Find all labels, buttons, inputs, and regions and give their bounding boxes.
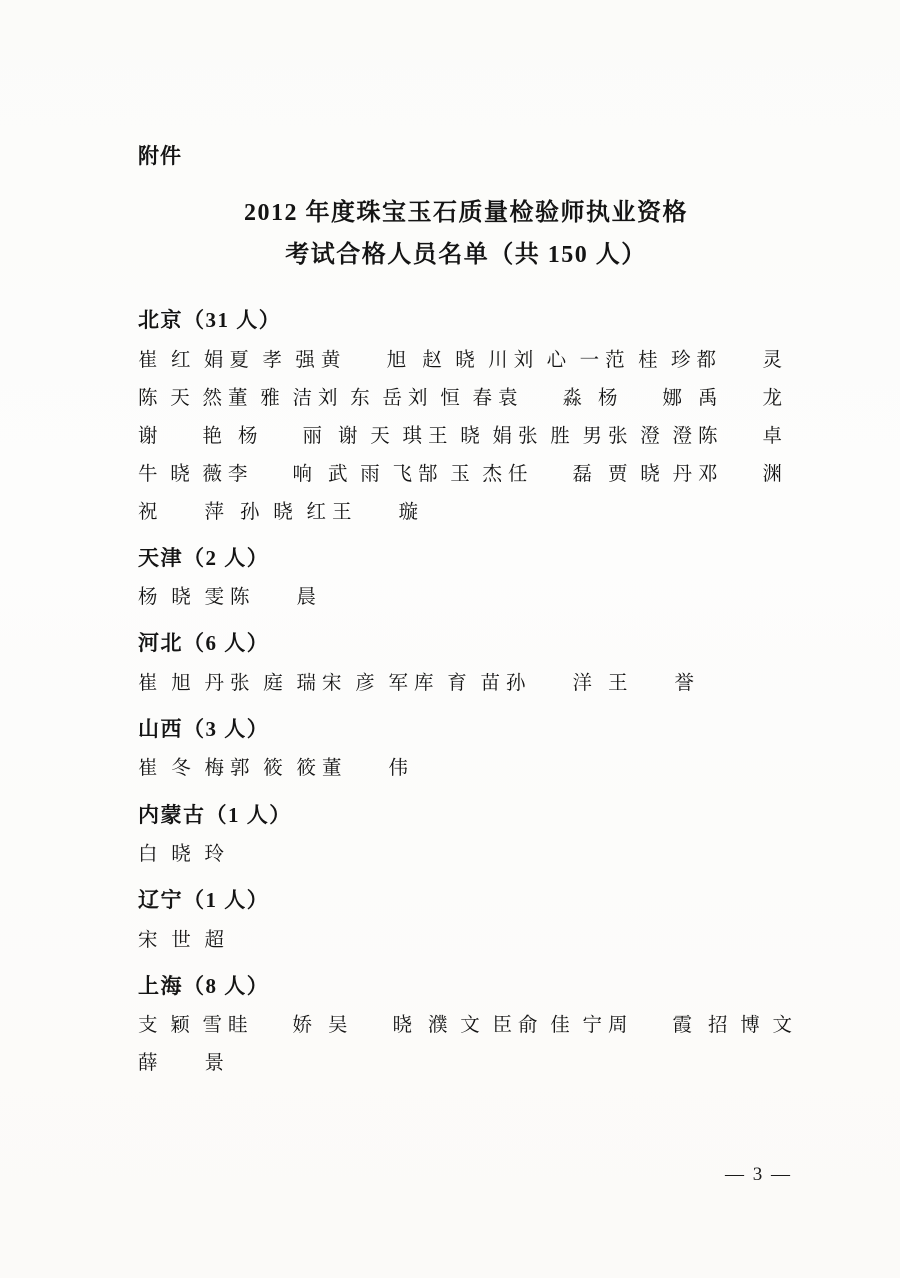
person-name: 吴 晓: [328, 1015, 412, 1037]
person-name: 白 晓 玲: [138, 844, 224, 866]
person-name: 孙 洋: [506, 672, 592, 694]
name-row: [138, 456, 798, 494]
person-name: 孙 晓 红: [240, 501, 326, 523]
province-section: [138, 627, 798, 703]
province-heading: 上海（8 人）: [138, 973, 270, 998]
person-name: 夏 孝 强: [229, 349, 315, 371]
person-name: 陈 晨: [230, 587, 316, 609]
person-name: 黄 旭: [320, 349, 407, 371]
province-heading: 辽宁（1 人）: [138, 888, 270, 913]
person-name: 宋 彦 军: [322, 672, 408, 694]
person-name: 谢 艳: [138, 425, 222, 447]
person-name: 武 雨 飞: [328, 463, 412, 485]
name-row: [138, 922, 798, 960]
person-name: 袁 淼: [498, 387, 582, 409]
person-name: 濮 文 臣: [428, 1015, 512, 1037]
province-section: [138, 304, 798, 532]
person-name: 张 庭 瑞: [230, 672, 316, 694]
person-name: 禹 龙: [698, 387, 782, 409]
person-name: 谢 天 琪: [338, 425, 422, 447]
name-row: [138, 579, 798, 617]
province-heading: 内蒙古（1 人）: [138, 802, 292, 827]
person-name: 支 颖 雪: [138, 1015, 222, 1037]
person-name: 库 育 苗: [414, 672, 500, 694]
pass-list: [138, 304, 798, 1083]
person-name: 宋 世 超: [138, 929, 224, 951]
person-name: 王 璇: [332, 501, 418, 523]
name-row: [138, 418, 798, 456]
person-name: 邓 渊: [698, 463, 782, 485]
person-name: 都 灵: [696, 349, 782, 371]
person-name: 牛 晓 薇: [138, 463, 222, 485]
name-row: [138, 1007, 798, 1045]
name-block: [138, 922, 798, 960]
person-name: 王 晓 娟: [428, 425, 512, 447]
province-heading: 天津（2 人）: [138, 545, 270, 570]
person-name: 薛 景: [138, 1053, 224, 1075]
person-name: 杨 丽: [238, 425, 322, 447]
name-row: [138, 1045, 798, 1083]
name-block: [138, 836, 798, 874]
person-name: 李 响: [228, 463, 312, 485]
province-heading: 山西（3 人）: [138, 716, 270, 741]
name-row: [138, 750, 798, 788]
document-content: [138, 140, 798, 1083]
name-block: [138, 750, 798, 788]
person-name: 张 澄 澄: [608, 425, 692, 447]
person-name: 范 桂 珍: [605, 349, 691, 371]
person-name: 张 胜 男: [518, 425, 602, 447]
name-row: [138, 380, 798, 418]
person-name: 杨 娜: [598, 387, 682, 409]
title-line-1: 2012 年度珠宝玉石质量检验师执业资格: [244, 200, 688, 226]
person-name: 俞 佳 宁: [518, 1015, 602, 1037]
person-name: 崔 冬 梅: [138, 758, 224, 780]
page-number: — 3 —: [725, 1164, 792, 1185]
person-name: 招 博 文: [708, 1015, 792, 1037]
name-block: [138, 1007, 798, 1083]
person-name: 陈 天 然: [138, 387, 222, 409]
name-row: [138, 665, 798, 703]
province-section: [138, 884, 798, 960]
person-name: 眭 娇: [228, 1015, 312, 1037]
province-heading: 河北（6 人）: [138, 631, 270, 656]
person-name: 贾 晓 丹: [608, 463, 692, 485]
attachment-label: 附件: [138, 144, 182, 168]
name-block: [138, 579, 798, 617]
name-row: [138, 836, 798, 874]
person-name: 祝 萍: [138, 501, 224, 523]
person-name: 刘 东 岳: [318, 387, 402, 409]
person-name: 任 磊: [508, 463, 592, 485]
person-name: 郜 玉 杰: [418, 463, 502, 485]
province-heading: 北京（31 人）: [138, 308, 282, 332]
person-name: 刘 心 一: [513, 349, 600, 371]
person-name: 周 霞: [608, 1015, 692, 1037]
document-title: [134, 192, 798, 276]
person-name: 郭 筱 筱: [230, 758, 316, 780]
person-name: 杨 晓 雯: [138, 587, 224, 609]
province-section: [138, 713, 798, 789]
person-name: 王 誉: [608, 672, 694, 694]
province-section: [138, 799, 798, 875]
name-block: [138, 665, 798, 703]
person-name: 崔 红 娟: [138, 349, 224, 371]
province-section: [138, 970, 798, 1084]
province-section: [138, 542, 798, 618]
name-block: [138, 342, 798, 532]
person-name: 陈 卓: [698, 425, 782, 447]
title-line-2: 考试合格人员名单（共 150 人）: [285, 242, 647, 268]
person-name: 崔 旭 丹: [138, 672, 224, 694]
person-name: 董 雅 洁: [228, 387, 312, 409]
person-name: 董 伟: [322, 758, 408, 780]
name-row: [138, 494, 798, 532]
person-name: 刘 恒 春: [408, 387, 492, 409]
name-row: [138, 342, 798, 380]
person-name: 赵 晓 川: [422, 349, 508, 371]
